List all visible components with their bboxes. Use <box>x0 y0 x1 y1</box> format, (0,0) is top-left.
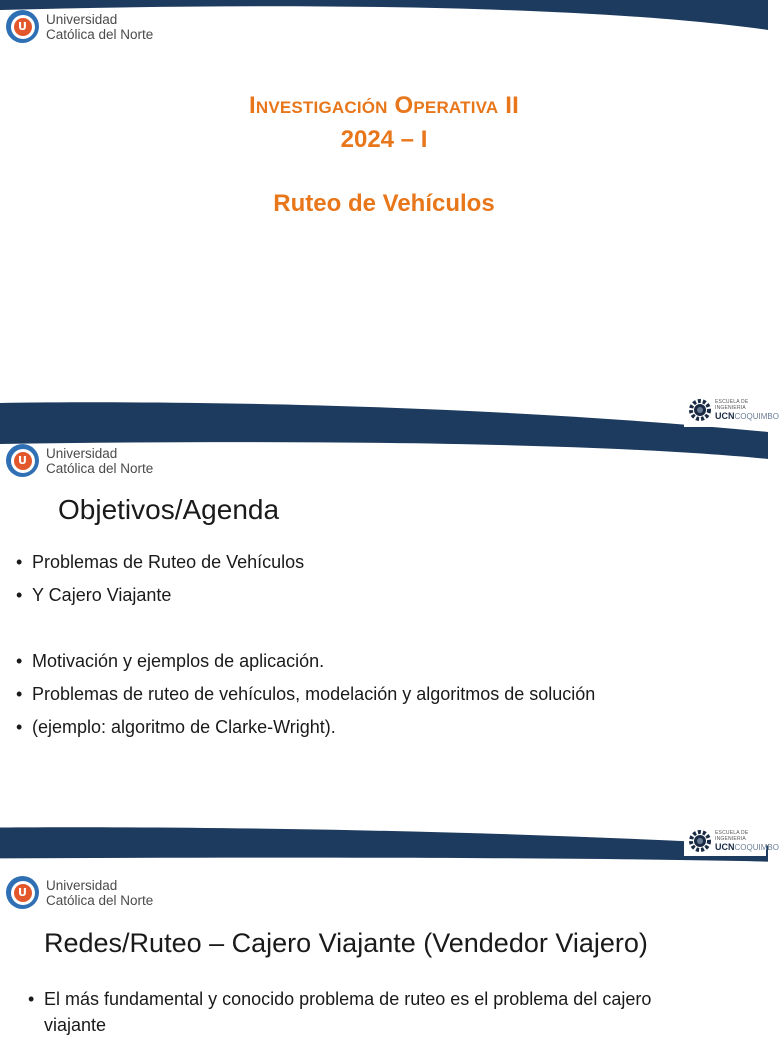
list-item: • El más fundamental y conocido problema de ruteo es el problema del cajero viajante <box>26 986 651 1038</box>
bottom-wave-band <box>0 400 768 440</box>
university-seal-icon: U <box>6 876 39 909</box>
course-title: Investigación Operativa II <box>248 92 520 119</box>
list-item: • Problemas de Ruteo de Vehículos <box>14 546 595 579</box>
slide-1 <box>0 0 779 438</box>
slide-3 <box>0 856 768 1035</box>
university-name: Universidad Católica del Norte <box>46 11 154 42</box>
agenda-list <box>14 546 595 744</box>
university-seal-icon: U <box>6 444 39 477</box>
list-item: • Problemas de ruteo de vehículos, modelación y algoritmos de solución <box>14 678 595 711</box>
slide-3-bullets <box>26 986 651 1038</box>
topic-title: Ruteo de Vehículos <box>273 190 495 217</box>
slide-2 <box>0 438 779 856</box>
top-wave-band <box>0 856 768 872</box>
ucn-coquimbo-badge: ESCUELA DE INGENIERIA UCNCOQUIMBO <box>684 824 766 858</box>
bottom-wave-band <box>0 826 768 856</box>
university-seal-icon: U <box>6 10 39 43</box>
university-logo <box>6 10 153 43</box>
gear-globe-icon <box>688 829 712 853</box>
gear-globe-icon <box>688 398 712 422</box>
ucn-coquimbo-badge: ESCUELA DE INGENIERIA UCNCOQUIMBO <box>684 393 766 427</box>
university-name: Universidad Católica del Norte <box>46 877 154 908</box>
slide-1-title <box>0 92 768 218</box>
slide-3-heading: Redes/Ruteo – Cajero Viajante (Vendedor Viajero) <box>44 928 648 958</box>
slide-2-heading: Objetivos/Agenda <box>58 494 280 525</box>
university-name: Universidad Católica del Norte <box>46 445 154 476</box>
university-logo <box>6 444 153 477</box>
university-logo <box>6 876 153 909</box>
list-item: • Motivación y ejemplos de aplicación. <box>14 645 595 678</box>
list-item: • Y Cajero Viajante <box>14 579 595 612</box>
list-item: • (ejemplo: algoritmo de Clarke-Wright). <box>14 711 595 744</box>
term-label: 2024 – I <box>340 126 428 153</box>
